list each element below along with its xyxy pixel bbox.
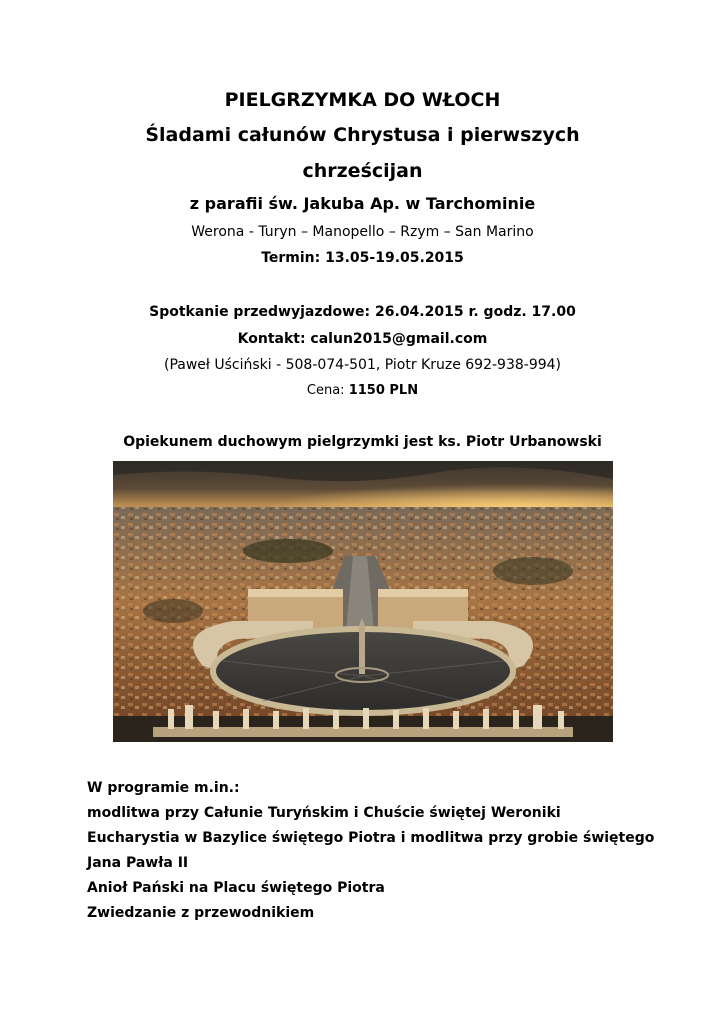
price-label: Cena: (306, 383, 349, 398)
route-line: Werona - Turyn – Manopello – Rzym – San Marino (191, 224, 534, 240)
spiritual-guardian-line: Opiekunem duchowym pielgrzymki jest ks. Piotr Urbanowski (123, 434, 602, 450)
program-item: Zwiedzanie z przewodnikiem (87, 905, 315, 921)
contact-persons-line: (Paweł Uściński - 508-074-501, Piotr Kruze 692-938-994) (164, 357, 561, 373)
program-item: modlitwa przy Całunie Turyńskim i Chuście świętej Weroniki (87, 805, 561, 821)
st-peters-square-photo (113, 461, 613, 742)
program-list (87, 776, 687, 926)
program-heading: W programie m.in.: (87, 780, 240, 796)
price-value: 1150 PLN (348, 383, 419, 398)
term-line: Termin: 13.05-19.05.2015 (261, 250, 464, 266)
document-title: PIELGRZYMKA DO WŁOCH (224, 89, 501, 111)
subtitle-line-2: chrześcijan (302, 160, 423, 182)
meeting-line: Spotkanie przedwyjazdowe: 26.04.2015 r. godz. 17.00 (149, 304, 576, 320)
contact-line: Kontakt: calun2015@gmail.com (237, 331, 488, 347)
program-item: Eucharystia w Bazylice świętego Piotra i modlitwa przy grobie świętego (87, 830, 655, 846)
price-line (0, 381, 725, 401)
program-item: Anioł Pański na Placu świętego Piotra (87, 880, 385, 896)
subtitle-line-1: Śladami całunów Chrystusa i pierwszych (145, 124, 580, 146)
parish-line: z parafii św. Jakuba Ap. w Tarchominie (189, 194, 536, 213)
program-item: Jana Pawła II (87, 855, 189, 871)
